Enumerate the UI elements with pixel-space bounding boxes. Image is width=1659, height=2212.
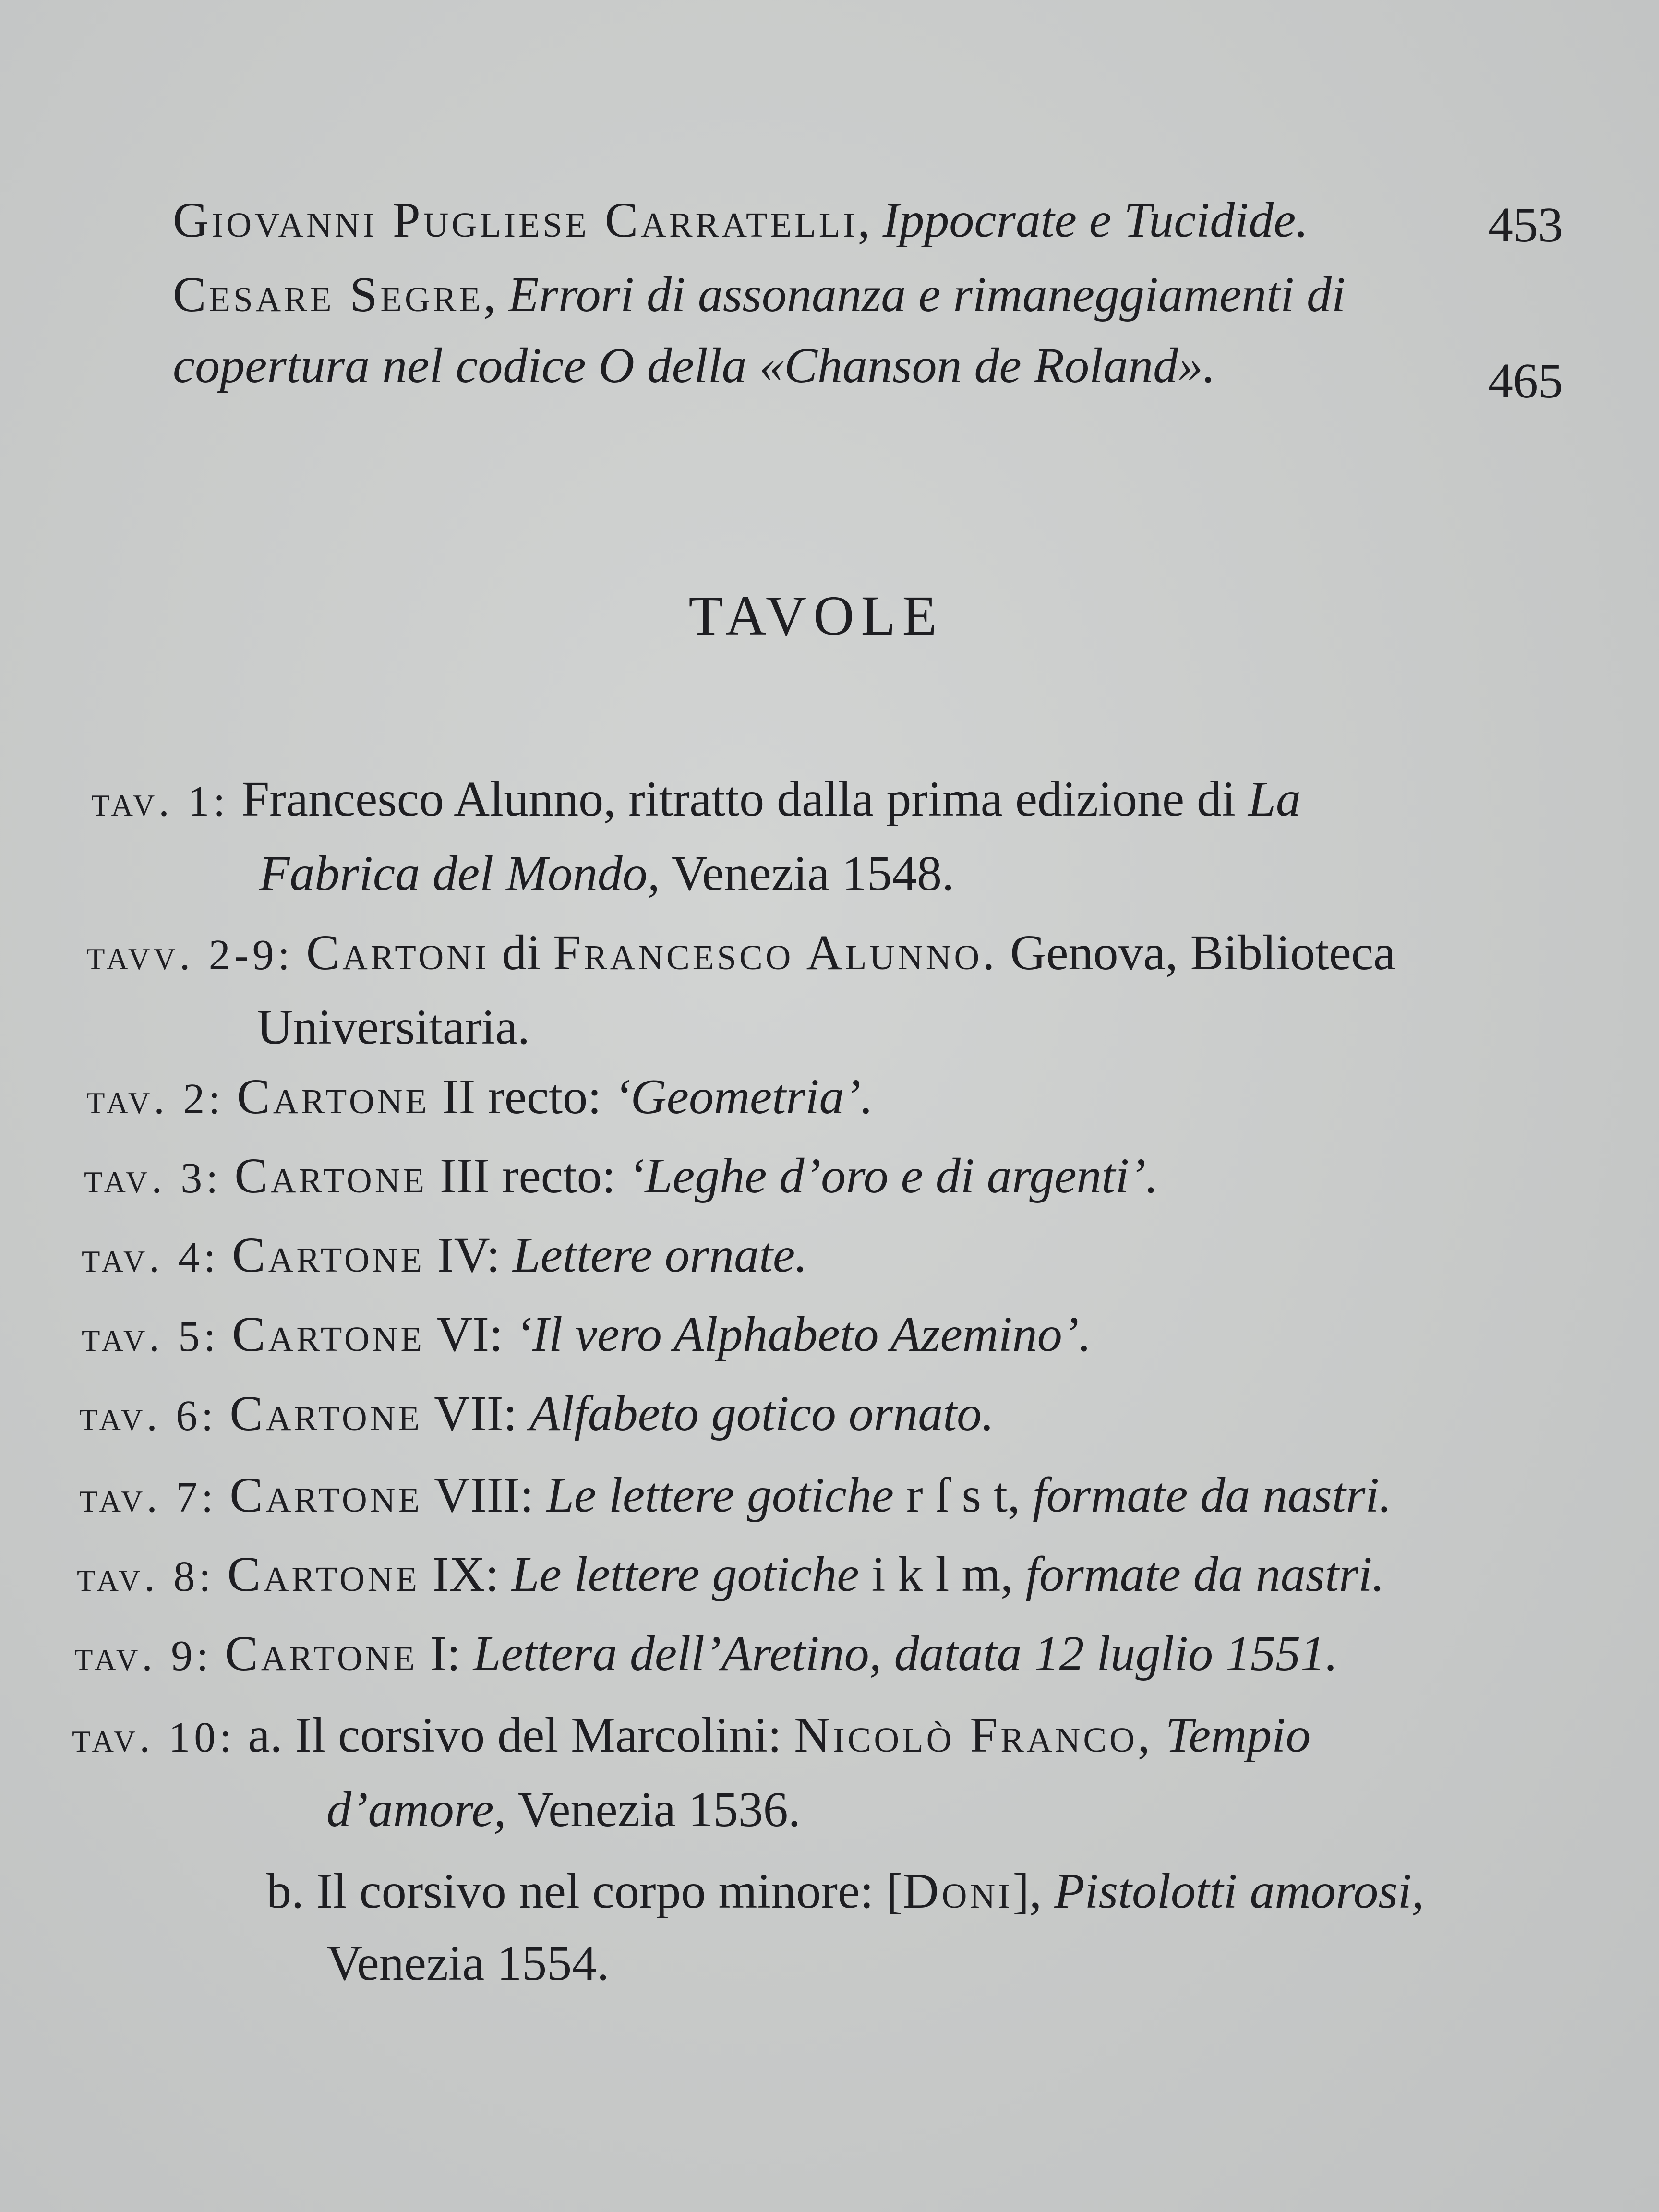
plate-smallcaps: Cartone [229, 1467, 423, 1523]
plate-smallcaps: Doni [902, 1863, 1013, 1919]
plate-smallcaps: Cartone [232, 1307, 425, 1362]
plate-item [79, 1378, 994, 1452]
plate-label: tav. 4: [82, 1234, 220, 1281]
plate-text: Francesco Alunno, ritratto dalla prima edizione di [241, 771, 1236, 827]
plate-item [91, 763, 1527, 910]
plate-italic: Lettere ornate. [512, 1227, 808, 1283]
plate-text: VIII: [434, 1467, 534, 1523]
plate-item [86, 1061, 873, 1135]
plate-item [74, 1618, 1338, 1692]
plate-italic: formate da nastri. [1032, 1467, 1392, 1523]
plate-text: III recto: [440, 1148, 616, 1203]
plate-label: tav. 8: [77, 1553, 215, 1600]
plate-italic: Tempio [1165, 1707, 1311, 1763]
entry-title: Ippocrate e Tucidide. [882, 192, 1309, 248]
plate-label: tav. 3: [84, 1154, 222, 1202]
plate-italic: ‘Leghe d’oro e di argenti’. [628, 1148, 1158, 1203]
plate-text: VI: [436, 1307, 503, 1362]
plate-italic: d’amore, [326, 1782, 506, 1837]
plate-text: IV: [437, 1227, 500, 1283]
plate-smallcaps: Cartone [234, 1148, 428, 1203]
plate-text: II recto: [442, 1069, 602, 1124]
plate-smallcaps: Cartone [225, 1626, 418, 1681]
plate-smallcaps: Cartone [229, 1386, 423, 1441]
plate-text: Universitaria. [257, 999, 530, 1055]
plate-item [86, 917, 1546, 1063]
plate-italic: Fabrica del Mondo, [259, 846, 660, 901]
plate-text: Venezia 1554. [326, 1936, 610, 1991]
contents-entry: Giovanni Pugliese Carratelli, Ippocrate e Tucidide. [173, 192, 1309, 248]
plate-text: I: [430, 1626, 461, 1681]
plate-text: Venezia 1548. [671, 846, 954, 901]
entry-page-number: 453 [1488, 197, 1563, 252]
plate-smallcaps: Nicolò Franco, [794, 1707, 1153, 1763]
plate-smallcaps: Cartone [232, 1227, 425, 1283]
plate-label: tavv. 2-9: [86, 931, 294, 979]
plate-italic: Le lettere gotiche [546, 1467, 894, 1523]
entry-page-number: 465 [1488, 353, 1563, 409]
entry-author: Cesare Segre [173, 267, 483, 322]
plate-letters: r ſ s t, [906, 1467, 1020, 1523]
plate-label: tav. 6: [79, 1392, 217, 1440]
plate-item [72, 1699, 1541, 1999]
plate-italic: formate da nastri. [1025, 1547, 1385, 1602]
plate-letters: i k l m, [871, 1547, 1013, 1602]
plate-label: tav. 5: [82, 1313, 220, 1360]
plate-italic: ‘Geometria’. [614, 1069, 874, 1124]
plate-text: VII: [434, 1386, 517, 1441]
plate-smallcaps: Cartone [237, 1069, 430, 1124]
plate-italic: Le lettere gotiche [511, 1547, 859, 1602]
plate-italic: Pistolotti amorosi, [1054, 1863, 1424, 1919]
plate-item [84, 1140, 1158, 1214]
plate-item [82, 1219, 807, 1294]
plate-text: Venezia 1536. [517, 1782, 801, 1837]
plate-text: b. Il corsivo nel corpo minore: [ [266, 1863, 903, 1919]
entry-title-line1: Errori di assonanza e rimaneggiamenti di [508, 267, 1346, 322]
entry-author: Giovanni Pugliese Carratelli [173, 192, 858, 248]
plate-smallcaps: Francesco Alunno. [553, 925, 998, 980]
plate-italic: Lettera dell’Aretino, datata 12 luglio 1551. [473, 1626, 1338, 1681]
plate-text: di [502, 925, 541, 980]
plate-label: tav. 7: [79, 1474, 217, 1521]
plate-item [79, 1459, 1392, 1534]
plate-italic: La [1248, 771, 1301, 827]
plate-text: a. Il corsivo del Marcolini: [248, 1707, 782, 1763]
plate-item [77, 1539, 1385, 1613]
entry-title-line2: copertura nel codice O della «Chanson de Roland». [173, 338, 1216, 393]
plate-label: tav. 10: [72, 1714, 236, 1761]
plate-italic: Alfabeto gotico ornato. [529, 1386, 995, 1441]
plate-label: tav. 1: [91, 778, 229, 825]
plate-label: tav. 9: [74, 1632, 213, 1680]
contents-entry: Cesare Segre, Errori di assonanza e rimaneggiamenti di copertura nel codice O della «Chanson de Roland». [173, 259, 1440, 401]
plate-text: Genova, Biblioteca [1010, 925, 1396, 980]
plate-smallcaps: Cartoni [306, 925, 490, 980]
plate-label: tav. 2: [86, 1075, 225, 1123]
section-heading: TAVOLE [688, 584, 944, 647]
plate-item [82, 1298, 1091, 1373]
plate-smallcaps: Cartone [227, 1547, 421, 1602]
plate-italic: ‘Il vero Alphabeto Azemino’. [515, 1307, 1092, 1362]
plate-text: IX: [433, 1547, 499, 1602]
plate-text: ], [1012, 1863, 1042, 1919]
